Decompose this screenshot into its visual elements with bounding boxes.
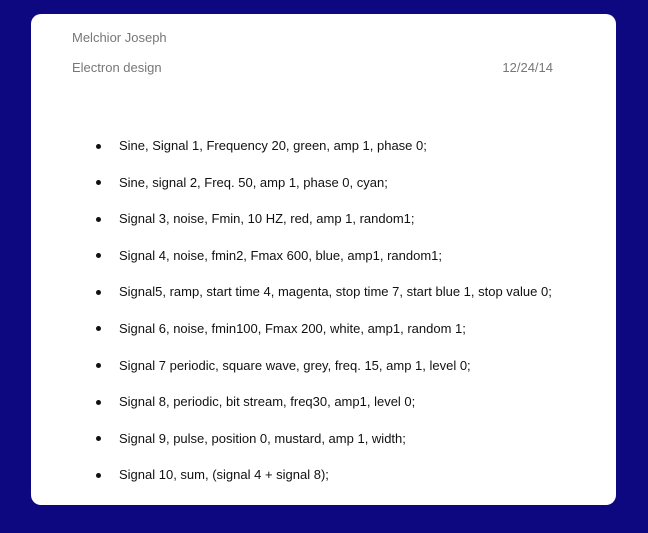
list-item xyxy=(94,282,552,319)
list-item xyxy=(94,319,552,356)
list-item-text: Signal 7 periodic, square wave, grey, freq. 15, amp 1, level 0; xyxy=(119,357,471,373)
bullet-icon xyxy=(96,290,101,295)
list-item xyxy=(94,356,552,393)
bullet-icon xyxy=(96,144,101,149)
author-name: Melchior Joseph xyxy=(72,30,167,45)
list-item xyxy=(94,209,552,246)
list-item xyxy=(94,136,552,173)
list-item-text: Signal5, ramp, start time 4, magenta, stop time 7, start blue 1, stop value 0; xyxy=(119,284,552,300)
bullet-icon xyxy=(96,253,101,258)
list-item-text: Signal 8, periodic, bit stream, freq30, amp1, level 0; xyxy=(119,394,416,410)
list-item xyxy=(94,173,552,210)
list-item-text: Signal 9, pulse, position 0, mustard, amp 1, width; xyxy=(119,430,406,446)
list-item-text: Sine, Signal 1, Frequency 20, green, amp 1, phase 0; xyxy=(119,138,427,153)
list-item-text: Sine, signal 2, Freq. 50, amp 1, phase 0, cyan; xyxy=(119,174,388,190)
signal-list xyxy=(94,136,552,502)
list-item xyxy=(94,246,552,283)
bullet-icon xyxy=(96,180,101,185)
list-item-text: Signal 10, sum, (signal 4 + signal 8); xyxy=(119,467,329,483)
list-item xyxy=(94,429,552,466)
document-page xyxy=(31,14,616,505)
document-subject: Electron design xyxy=(72,60,162,75)
list-item-text: Signal 4, noise, fmin2, Fmax 600, blue, amp1, random1; xyxy=(119,247,443,263)
list-item xyxy=(94,392,552,429)
document-date: 12/24/14 xyxy=(502,60,553,75)
bullet-icon xyxy=(96,363,101,368)
list-item-text: Signal 6, noise, fmin100, Fmax 200, white, amp1, random 1; xyxy=(119,320,466,336)
bullet-icon xyxy=(96,326,101,331)
bullet-icon xyxy=(96,217,101,222)
list-item xyxy=(94,465,552,502)
bullet-icon xyxy=(96,473,101,478)
bullet-icon xyxy=(96,436,101,441)
bullet-icon xyxy=(96,400,101,405)
list-item-text: Signal 3, noise, Fmin, 10 HZ, red, amp 1, random1; xyxy=(119,211,415,227)
